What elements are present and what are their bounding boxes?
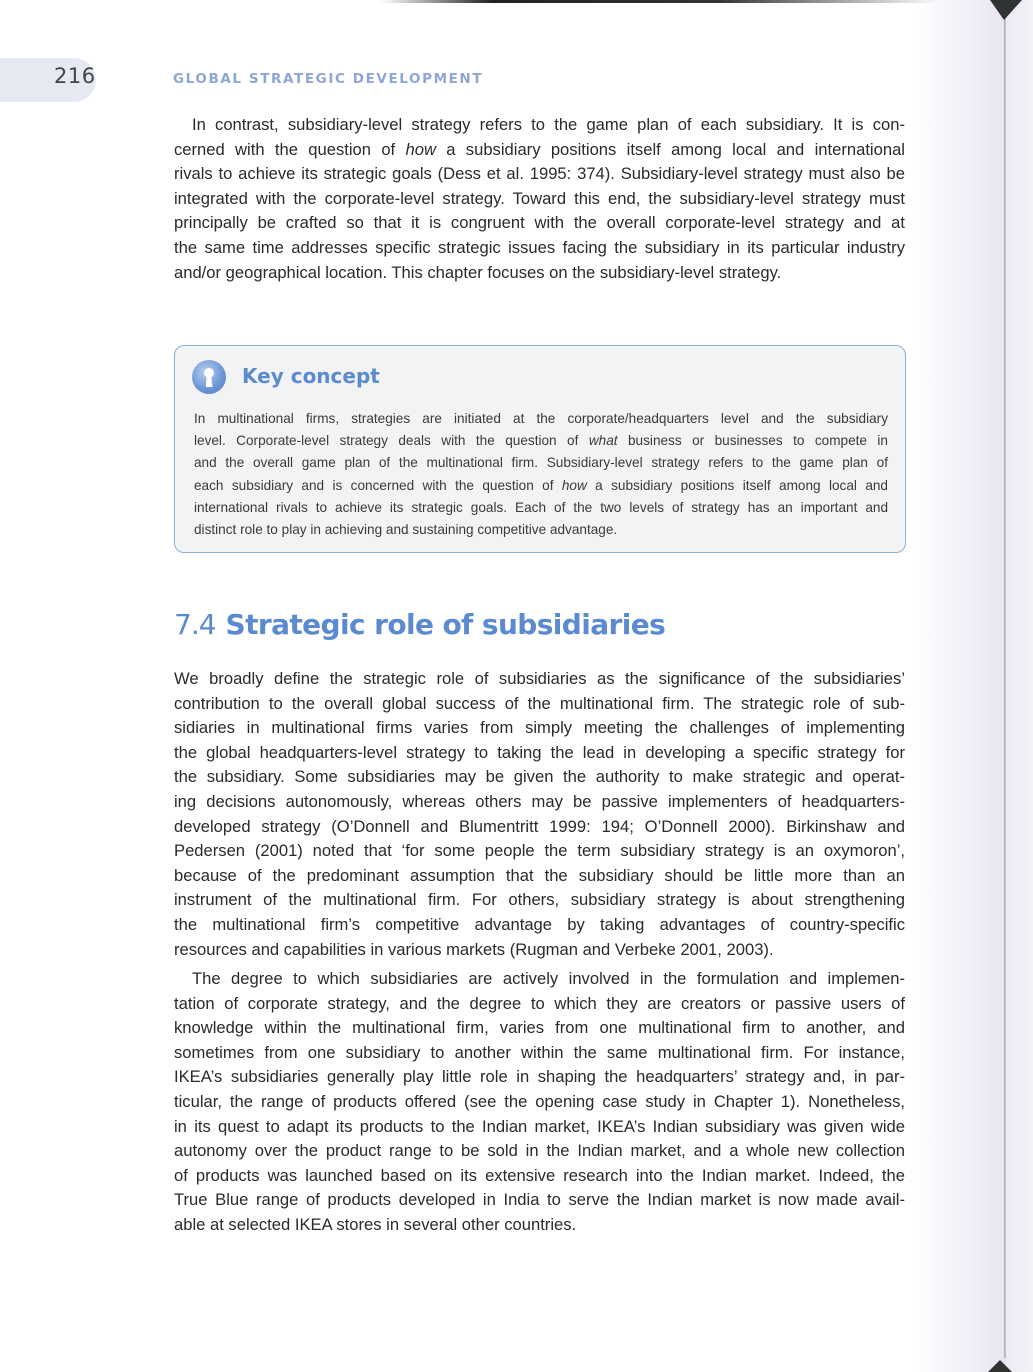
text-line: principally be crafted so that it is congruent with the overall corporate-level strategy and at bbox=[174, 213, 905, 233]
text-line: able at selected IKEA stores in several other countries. bbox=[174, 1214, 577, 1234]
emphasis: what bbox=[588, 433, 618, 449]
keyhole-icon bbox=[192, 360, 226, 394]
text-line: tation of corporate strategy, and the degree to which they are creators or passive users of bbox=[174, 993, 905, 1013]
text-line: the multinational firm’s competitive advantage by taking advantages of country-specific bbox=[174, 914, 905, 934]
book-cover-corner-bottom bbox=[988, 1360, 1012, 1372]
text-line: sidiaries in multinational firms varies from simply meeting the challenges of implementing bbox=[174, 718, 905, 738]
book-spine-gutter bbox=[1004, 18, 1006, 1358]
text-line: and the overall game plan of the multinational firm. Subsidiary-level strategy refers to the game plan of bbox=[194, 455, 888, 471]
text-line: international rivals to achieve its strategic goals. Each of the two levels of strategy has an important and bbox=[194, 499, 888, 515]
running-head: GLOBAL STRATEGIC DEVELOPMENT bbox=[173, 71, 484, 87]
section-paragraph-2 bbox=[174, 967, 905, 1238]
next-page-edge bbox=[1006, 0, 1033, 1372]
text-line: In contrast, subsidiary-level strategy refers to the game plan of each subsidiary. It is con- bbox=[192, 115, 905, 134]
text-line: True Blue range of products developed in India to serve the Indian market is now made avail- bbox=[174, 1190, 905, 1210]
text-line: In multinational firms, strategies are initiated at the corporate/headquarters level and the subsidiary bbox=[194, 411, 888, 426]
emphasis: how bbox=[405, 139, 436, 159]
text-line: and/or geographical location. This chapter focuses on the subsidiary-level strategy. bbox=[174, 262, 782, 282]
text-line: ticular, the range of products offered (see the opening case study in Chapter 1). Nonetheless, bbox=[174, 1091, 905, 1111]
text-line: distinct role to play in achieving and sustaining competitive advantage. bbox=[194, 522, 618, 538]
section-title: Strategic role of subsidiaries bbox=[225, 608, 666, 641]
text-line: the subsidiary. Some subsidiaries may be given the authority to make strategic and operat- bbox=[174, 767, 905, 787]
text-line: developed strategy (O’Donnell and Blumentritt 1999: 194; O’Donnell 2000). Birkinshaw and bbox=[174, 816, 905, 836]
text-line: autonomy over the product range to be sold in the Indian market, and a whole new collection bbox=[174, 1141, 905, 1161]
text-line: sometimes from one subsidiary to another within the same multinational firm. For instance, bbox=[174, 1042, 905, 1062]
text-line: the same time addresses specific strategic issues facing the subsidiary in its particular industry bbox=[174, 237, 905, 257]
text-line: level. Corporate-level strategy deals with the question of what business or businesses to compete in bbox=[194, 433, 888, 449]
text-line: because of the predominant assumption that the subsidiary should be little more than an bbox=[174, 865, 905, 885]
text-line: cerned with the question of how a subsidiary positions itself among local and international bbox=[174, 139, 905, 159]
text-line: resources and capabilities in various markets (Rugman and Verbeke 2001, 2003). bbox=[174, 939, 774, 959]
text-line: Pedersen (2001) noted that ‘for some people the term subsidiary strategy is an oxymoron’, bbox=[174, 841, 905, 861]
paragraph bbox=[174, 967, 905, 1238]
text-line: ing decisions autonomously, whereas others may be passive implementers of headquarters- bbox=[174, 791, 905, 811]
section-number: 7.4 bbox=[174, 608, 216, 641]
emphasis: how bbox=[561, 477, 587, 493]
text-line: We broadly define the strategic role of subsidiaries as the significance of the subsidiaries’ bbox=[174, 669, 905, 688]
page-number: 216 bbox=[54, 64, 96, 88]
text-line: knowledge within the multinational firm, varies from one multinational firm to another, and bbox=[174, 1018, 905, 1038]
text-line: in its quest to adapt its products to the Indian market, IKEA’s Indian subsidiary was given wide bbox=[174, 1116, 905, 1136]
intro-paragraph bbox=[174, 113, 905, 285]
book-cover-corner-top bbox=[990, 0, 1022, 20]
text-line: The degree to which subsidiaries are actively involved in the formulation and implemen- bbox=[192, 969, 905, 988]
text-line: contribution to the overall global success of the multinational firm. The strategic role of sub- bbox=[174, 693, 905, 713]
paragraph bbox=[174, 667, 905, 962]
text-line: IKEA’s subsidiaries generally play little role in shaping the headquarters’ strategy and, in par- bbox=[174, 1067, 905, 1087]
text-line: of products was launched based on its extensive research into the Indian market. Indeed, the bbox=[174, 1165, 905, 1185]
text-line: integrated with the corporate-level strategy. Toward this end, the subsidiary-level strategy must bbox=[174, 188, 905, 208]
section-heading bbox=[174, 608, 665, 641]
paragraph bbox=[174, 113, 905, 285]
key-concept-title: Key concept bbox=[242, 364, 380, 388]
key-concept-box bbox=[174, 345, 906, 553]
key-concept-text bbox=[194, 408, 888, 541]
page-top-shadow bbox=[380, 0, 940, 3]
text-line: rivals to achieve its strategic goals (Dess et al. 1995: 374). Subsidiary-level strategy must also be bbox=[174, 164, 905, 184]
text-line: instrument of the multinational firm. For others, subsidiary strategy is about strengthening bbox=[174, 890, 905, 910]
text-line: the global headquarters-level strategy to taking the lead in developing a specific strategy for bbox=[174, 742, 905, 762]
section-paragraph-1 bbox=[174, 667, 905, 962]
text-line: each subsidiary and is concerned with the question of how a subsidiary positions itself among local and bbox=[194, 477, 888, 493]
